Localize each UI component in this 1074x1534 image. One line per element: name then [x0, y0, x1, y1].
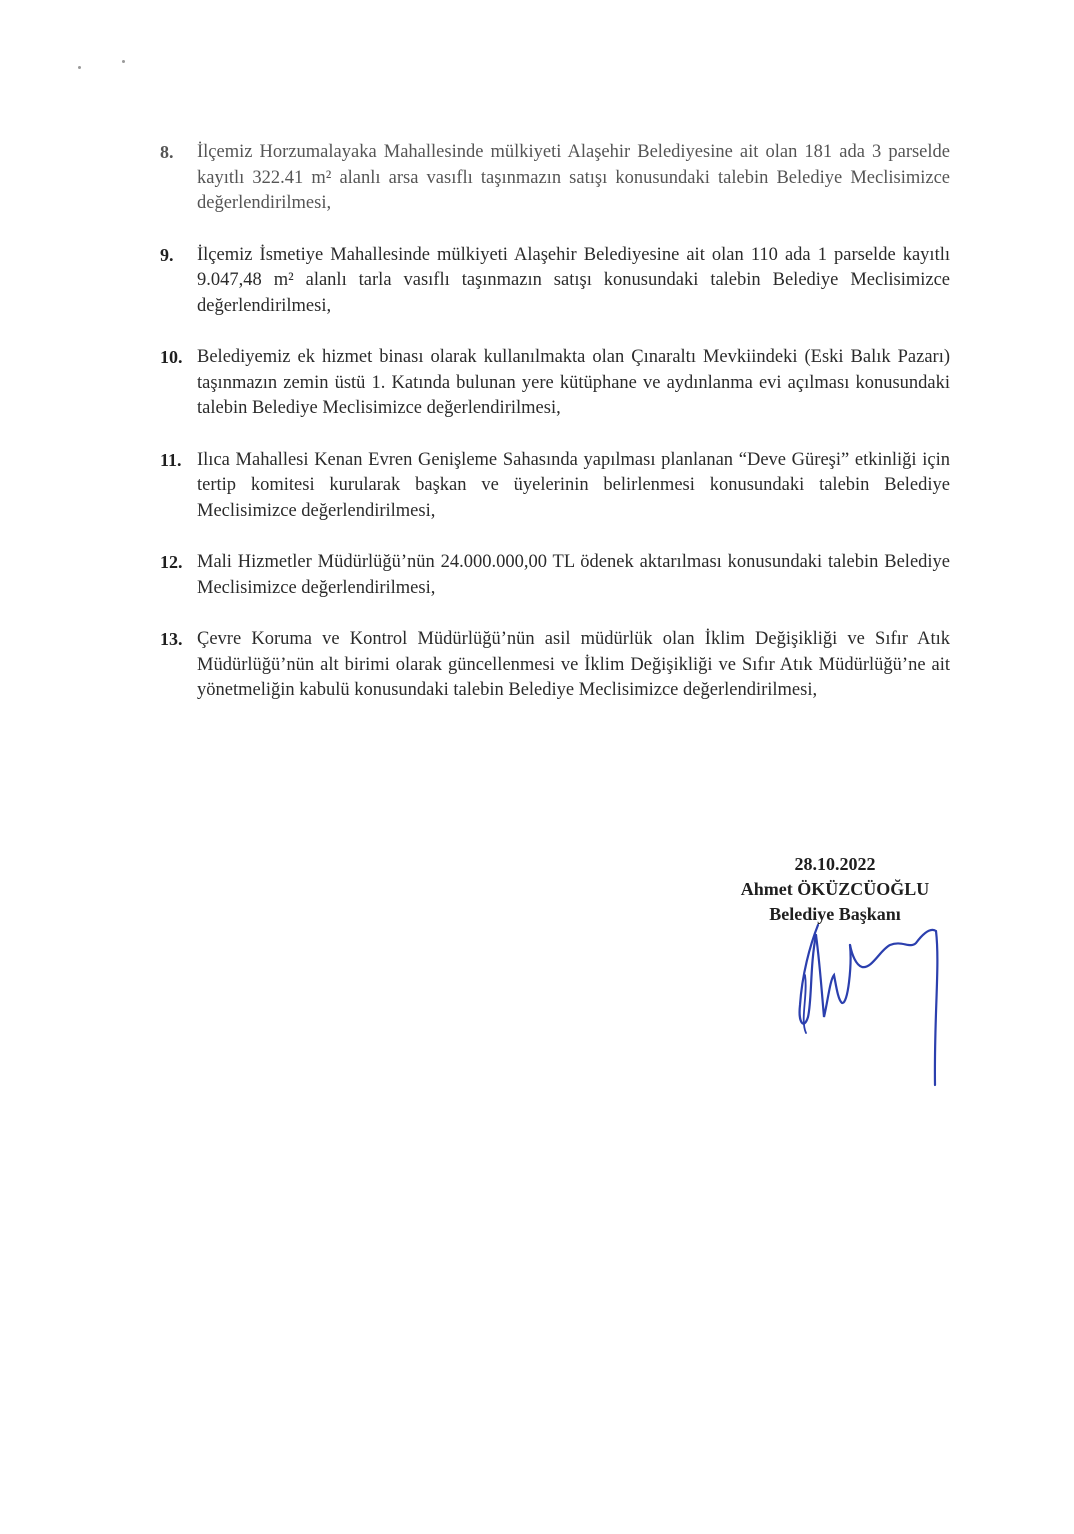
handwritten-signature — [780, 905, 955, 1090]
agenda-item-number: 9. — [160, 244, 174, 265]
agenda-item-number: 10. — [160, 347, 183, 367]
agenda-item-text: Mali Hizmetler Müdürlüğü’nün 24.000.000,00 TL ödenek aktarılması konusundaki talebin Belediye Meclisimizce değerlendirilmesi, — [197, 552, 950, 598]
agenda-item — [160, 448, 950, 525]
agenda-item — [160, 550, 950, 601]
agenda-item — [160, 243, 950, 320]
agenda-item-number: 11. — [160, 449, 182, 470]
agenda-list — [160, 140, 950, 730]
scan-artifact-dot — [78, 66, 81, 69]
agenda-item — [160, 140, 950, 217]
scan-artifact-dot — [122, 60, 125, 63]
agenda-item — [160, 345, 950, 422]
signature-stroke — [850, 930, 937, 1085]
agenda-item-text: Belediyemiz ek hizmet binası olarak kullanılmakta olan Çınaraltı Mevkiindeki (Eski Balık Pazarı) taşınmazın zemin üstü 1. Katında bulunan yere kütüphane ve aydınlanma evi açılması konusundaki talebin Belediye Meclisimizce değerlendirilmesi, — [197, 347, 950, 418]
agenda-item-text: Çevre Koruma ve Kontrol Müdürlüğü’nün asil müdürlük olan İklim Değişikliği ve Sıfır Atık Müdürlüğü’nün alt birimi olarak güncellenmesi ve İklim Değişikliği ve Sıfır Atık Müdürlüğü’ne ait yönetmeliğin kabulü konusundaki talebin Belediye Meclisimizce değerlendirilmesi, — [197, 629, 950, 700]
signature-stroke — [800, 925, 818, 1024]
signature-date: 28.10.2022 — [794, 854, 876, 874]
agenda-item-text: Ilıca Mahallesi Kenan Evren Genişleme Sahasında yapılması planlanan “Deve Güreşi” etkinliği için tertip komitesi kurularak başkan ve üyelerinin belirlenmesi konusundaki talebin Belediye Meclisimizce değerlendirilmesi, — [197, 449, 950, 521]
agenda-item-text: İlçemiz İsmetiye Mahallesinde mülkiyeti Alaşehir Belediyesine ait olan 110 ada 1 parselde kayıtlı 9.047,48 m² alanlı tarla vasıflı taşınmazın satışı konusundaki talebin Belediye Meclisimizce değerlendirilmesi, — [197, 244, 950, 316]
agenda-item-number: 13. — [160, 629, 183, 649]
agenda-item-text: İlçemiz Horzumalayaka Mahallesinde mülkiyeti Alaşehir Belediyesine ait olan 181 ada 3 parselde kayıtlı 322.41 m² alanlı arsa vasıflı taşınmazın satışı konusundaki talebin Belediye Meclisimizce değerlendirilmesi, — [197, 142, 950, 213]
agenda-item — [160, 627, 950, 704]
signatory-title: Belediye Başkanı — [769, 904, 901, 924]
agenda-item-number: 12. — [160, 552, 183, 572]
signatory-name: Ahmet ÖKÜZCÜOĞLU — [740, 879, 930, 899]
agenda-item-number: 8. — [160, 142, 174, 162]
signature-stroke — [816, 935, 851, 1017]
